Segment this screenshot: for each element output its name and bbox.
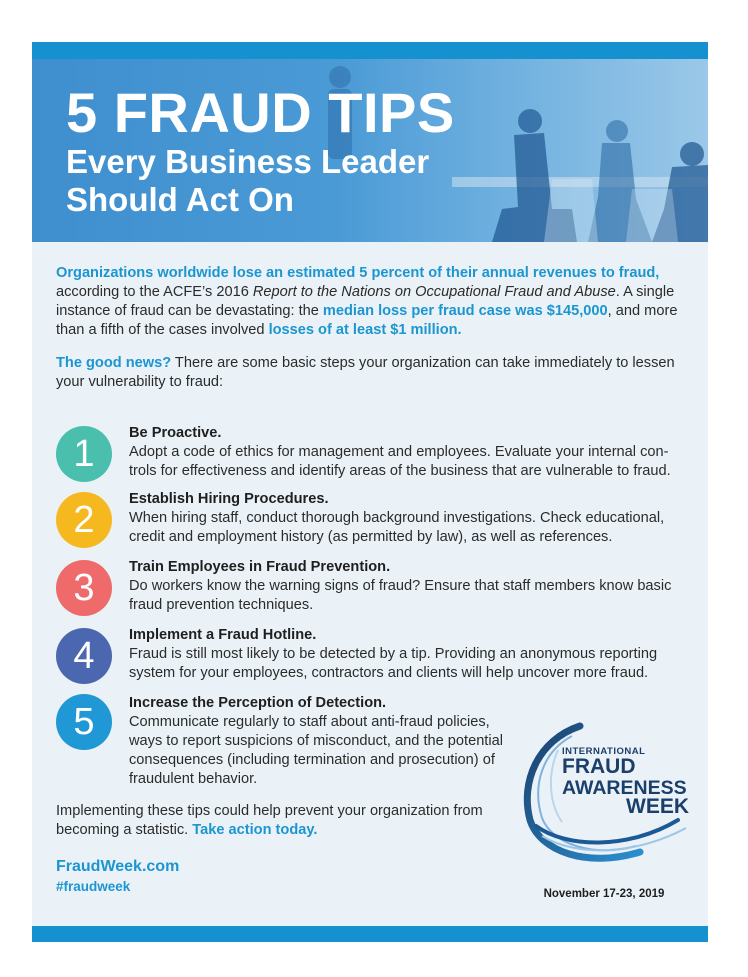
tip-description-line: consequences (including termination and prosecution) of — [129, 752, 495, 768]
website-link[interactable]: FraudWeek.com — [56, 858, 180, 875]
closing-line: Implementing these tips could help prevent your organization from — [56, 803, 483, 819]
tip-description — [129, 577, 671, 615]
tip-description-line: Fraud is still most likely to be detected by a tip. Providing an anonymous reporting — [129, 646, 658, 662]
good-news-line: your vulnerability to fraud: — [56, 374, 224, 390]
logo-line-international: INTERNATIONAL — [562, 746, 646, 757]
page-subtitle — [66, 143, 429, 219]
intro-highlight: Organizations worldwide lose an estimated 5 percent of their annual revenues to fraud, — [56, 265, 660, 281]
tip-number-badge: 5 — [56, 694, 112, 750]
call-to-action: Take action today. — [192, 822, 318, 838]
hero-banner — [32, 59, 708, 242]
hashtag-link[interactable]: #fraudweek — [56, 879, 131, 894]
tip-description-line: system for your employees, contractors and clients will help uncover more fraud. — [129, 665, 649, 681]
tip-title: Be Proactive. — [129, 425, 222, 441]
text-span: instance of fraud can be devastating: the — [56, 303, 323, 319]
page-title: 5 FRAUD TIPS — [66, 81, 455, 144]
bottom-accent-bar — [32, 926, 708, 942]
good-news-paragraph — [56, 354, 696, 392]
good-news-lead: The good news? — [56, 355, 172, 371]
tip-description-line: Adopt a code of ethics for management and employees. Evaluate your internal con- — [129, 444, 669, 460]
logo-line-awareness: AWARENESS — [562, 777, 687, 799]
text-span: according to the ACFE’s 2016 — [56, 284, 253, 300]
subtitle-line: Should Act On — [66, 181, 294, 218]
tip-description — [129, 509, 664, 547]
text-span: There are some basic steps your organization can take immediately to lessen — [171, 355, 675, 371]
tip-title: Implement a Fraud Hotline. — [129, 627, 317, 643]
intro-line — [56, 321, 696, 340]
tip-description-line: ways to report suspicions of misconduct, and the potential — [129, 733, 503, 749]
tip-item — [56, 626, 696, 683]
text-span: becoming a statistic. — [56, 822, 193, 838]
tip-number-badge: 2 — [56, 492, 112, 548]
tip-description-line: fraud prevention techniques. — [129, 597, 314, 613]
tip-number-badge: 4 — [56, 628, 112, 684]
subtitle-line: Every Business Leader — [66, 143, 430, 180]
tip-description-line: fraudulent behavior. — [129, 771, 258, 787]
logo-line-week: WEEK — [626, 795, 689, 818]
tip-item — [56, 424, 696, 481]
tip-description — [129, 443, 671, 481]
good-news-line — [56, 354, 696, 373]
tip-item — [56, 490, 696, 547]
tip-item — [56, 558, 696, 615]
tip-description-line: Communicate regularly to staff about anti-fraud policies, — [129, 714, 490, 730]
million-loss-highlight: losses of at least $1 million. — [268, 322, 462, 338]
event-date: November 17-23, 2019 — [543, 888, 665, 900]
tip-number-badge: 1 — [56, 426, 112, 482]
intro-line — [56, 283, 696, 302]
tip-description — [129, 645, 657, 683]
report-title: Report to the Nations on Occupational Fraud and Abuse — [252, 284, 616, 300]
tip-description — [129, 713, 503, 789]
median-loss-highlight: median loss per fraud case was $145,000 — [322, 303, 608, 319]
tip-title: Train Employees in Fraud Prevention. — [129, 559, 391, 575]
logo-line-fraud: FRAUD — [562, 755, 636, 778]
intro-paragraph — [56, 264, 696, 340]
tip-description-line: trols for effectiveness and identify areas of the business that are vulnerable to fraud. — [129, 463, 671, 479]
tip-title: Increase the Perception of Detection. — [129, 695, 387, 711]
tip-number-badge: 3 — [56, 560, 112, 616]
tip-title: Establish Hiring Procedures. — [129, 491, 329, 507]
text-span: , and more — [607, 303, 678, 319]
text-span: . A single — [615, 284, 675, 300]
tip-description-line: credit and employment history (as permitted by law), as well as references. — [129, 529, 613, 545]
top-accent-bar — [32, 42, 708, 59]
tip-description-line: Do workers know the warning signs of fraud? Ensure that staff members know basic — [129, 578, 672, 594]
intro-line — [56, 302, 696, 321]
tip-description-line: When hiring staff, conduct thorough background investigations. Check educational, — [129, 510, 665, 526]
text-span: than a fifth of the cases involved — [56, 322, 269, 338]
